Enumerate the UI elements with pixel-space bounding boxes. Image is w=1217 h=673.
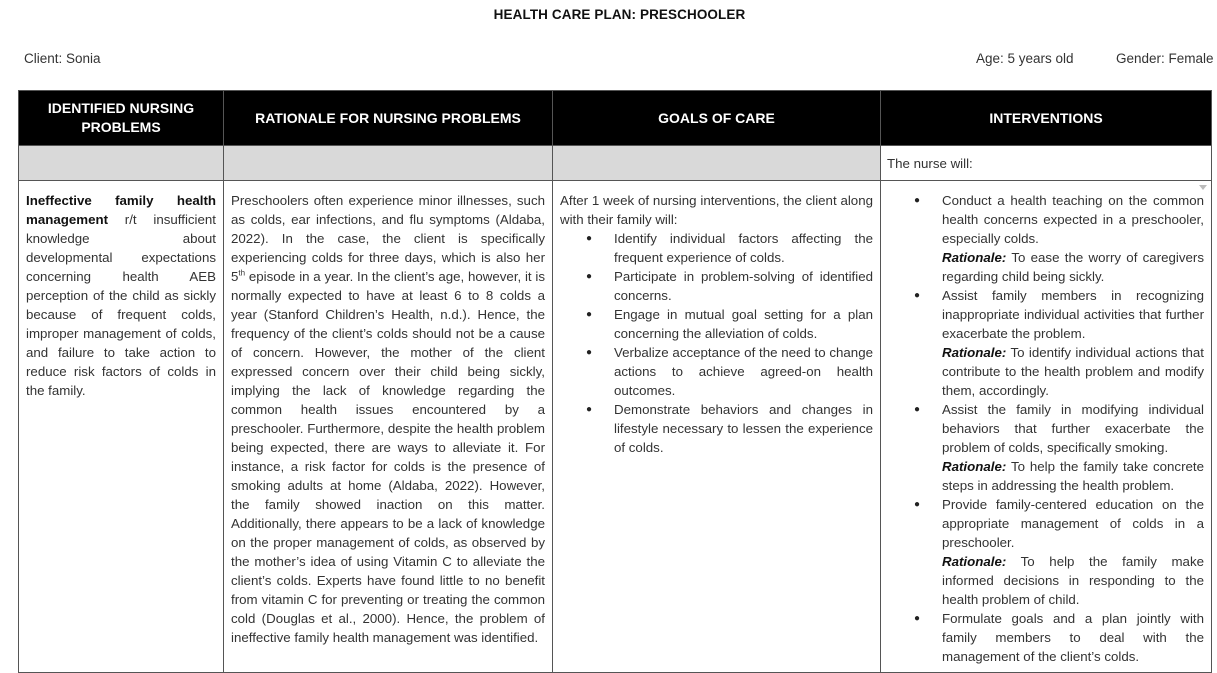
intervention-item	[942, 609, 1204, 666]
intervention-item	[942, 191, 1204, 286]
goal-item: ● Identify individual factors affecting the frequent experience of colds.	[614, 229, 873, 267]
client-name: Client: Sonia	[24, 51, 101, 66]
rationale-superscript: th	[238, 268, 246, 278]
goal-item: ● Verbalize acceptance of the need to change actions to achieve agreed-on health outcomes.	[614, 343, 873, 400]
subheader-cell-rationale	[224, 146, 553, 181]
problem-cell[interactable]	[19, 181, 224, 673]
goals-intro: After 1 week of nursing interventions, the client along with their family will:	[560, 193, 873, 227]
header-interventions: INTERVENTIONS	[881, 91, 1212, 146]
goal-item: ● Participate in problem-solving of identified concerns.	[614, 267, 873, 305]
goals-list	[560, 229, 873, 457]
care-plan-table	[18, 90, 1212, 673]
intervention-item	[942, 286, 1204, 400]
goal-item: ● Engage in mutual goal setting for a plan concerning the alleviation of colds.	[614, 305, 873, 343]
rationale-label: Rationale:	[942, 459, 1007, 474]
intervention-rationale: To help the family make informed decisions in responding to the health problem of child.	[942, 554, 1204, 607]
rationale-label: Rationale:	[942, 345, 1007, 360]
rationale-label: Rationale:	[942, 554, 1007, 569]
intervention-item	[942, 495, 1204, 609]
header-goals: GOALS OF CARE	[553, 91, 881, 146]
header-problems: IDENTIFIED NURSING PROBLEMS	[19, 91, 224, 146]
intervention-text: Provide family-centered education on the appropriate management of colds in a preschooler.	[942, 497, 1204, 550]
client-gender: Gender: Female	[1116, 51, 1214, 66]
problem-title: Ineffective family health management	[26, 193, 216, 227]
rationale-text-part2: episode in a year. In the client’s age, however, it is normally expected to have at least 6 to 8 colds a year (Stanford Children’s Health, n.d.). Hence, the frequency of the client’s colds should not be a cause of concern. However, the mother of the client expressed concern over their child being sickly, implying the lack of knowledge regarding the common health issues encountered by a preschooler. Furthermore, despite the health problem being expected, there are ways to alleviate it. For instance, a risk factor for colds is the presence of smoking adults at home (Aldaba, 2022). However, the family showed inaction on this matter. Additionally, there appears to be a lack of knowledge on the proper management of colds, as observed by the mother’s idea of using Vitamin C to alleviate the client’s colds. Experts have found little to no benefit from vitamin C for preventing or treating the common cold (Douglas et al., 2000). Hence, the problem of ineffective family health management was identified.	[231, 269, 545, 645]
header-row	[19, 91, 1212, 146]
cell-dropdown-icon[interactable]	[1199, 185, 1207, 190]
intervention-item	[942, 400, 1204, 495]
interventions-list	[888, 191, 1204, 666]
intervention-text: Assist the family in modifying individual behaviors that further exacerbate the problem of colds, specifically smoking.	[942, 402, 1204, 455]
goal-item: ● Demonstrate behaviors and changes in lifestyle necessary to lessen the experience of colds.	[614, 400, 873, 457]
subheader-cell-goals	[553, 146, 881, 181]
interventions-cell[interactable]	[881, 181, 1212, 673]
subheader-row	[19, 146, 1212, 181]
rationale-label: Rationale:	[942, 250, 1007, 265]
client-age: Age: 5 years old	[976, 51, 1074, 66]
intervention-rationale: To ease the worry of caregivers regarding child being sickly.	[942, 250, 1204, 284]
document-title: HEALTH CARE PLAN: PRESCHOOLER	[493, 7, 746, 22]
rationale-text-part1: Preschoolers often experience minor illnesses, such as colds, ear infections, and flu symptoms (Aldaba, 2022). In the case, the client is specifically experiencing colds for three days, which is also her 5	[231, 193, 545, 284]
header-rationale: RATIONALE FOR NURSING PROBLEMS	[224, 91, 553, 146]
intervention-rationale: To identify individual actions that contribute to the health problem and modify them, accordingly.	[942, 345, 1204, 398]
intervention-rationale: To help the family take concrete steps in addressing the health problem.	[942, 459, 1204, 493]
subheader-cell-problems	[19, 146, 224, 181]
intervention-text: Conduct a health teaching on the common health concerns expected in a preschooler, especially colds.	[942, 193, 1204, 246]
intervention-text: Formulate goals and a plan jointly with family members to deal with the management of the client’s colds.	[942, 611, 1204, 664]
body-row	[19, 181, 1212, 673]
goals-cell[interactable]	[553, 181, 881, 673]
rationale-cell[interactable]	[224, 181, 553, 673]
intervention-text: Assist family members in recognizing inappropriate individual activities that further exacerbate the problem.	[942, 288, 1204, 341]
problem-description: r/t insufficient knowledge about developmental expectations concerning health AEB perception of the child as sickly because of frequent colds, improper management of colds, and failure to take action to reduce risk factors of colds in the family.	[26, 212, 216, 398]
subheader-cell-interventions[interactable]: The nurse will:	[881, 146, 1212, 181]
